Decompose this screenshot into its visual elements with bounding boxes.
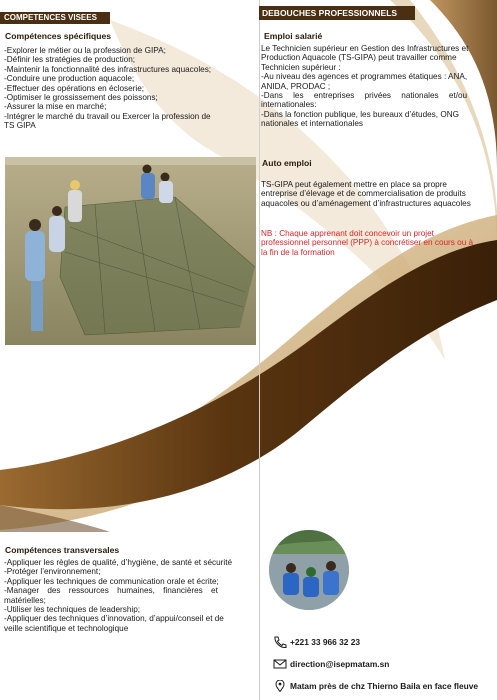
text-line: entreprise d’élevage et de commercialisation de produits xyxy=(261,189,466,199)
nb-note xyxy=(261,229,497,257)
aquaculture-net-photo xyxy=(5,157,256,345)
phone-number: +221 33 966 32 23 xyxy=(290,637,361,647)
envelope-icon xyxy=(273,658,287,670)
list-item: -Conduire une production aquacole; xyxy=(4,74,135,84)
self-employment-heading: Auto emploi xyxy=(262,158,312,168)
text-line: internationales: xyxy=(261,100,317,110)
transversal-competences-list xyxy=(4,558,258,633)
address-contact xyxy=(273,680,478,692)
location-pin-icon xyxy=(273,680,287,692)
list-item: -Maintenir la fonctionnalité des infrastructures aquacoles; xyxy=(4,64,212,74)
list-item: -Appliquer les règles de qualité, d’hygiène, de santé et sécurité xyxy=(4,558,233,567)
list-item: -Manager des ressources humaines, financières et xyxy=(4,586,218,596)
salaried-employment-text xyxy=(261,44,497,129)
debouches-section-title: DEBOUCHES PROFESSIONNELS xyxy=(259,6,415,20)
text-line: nationales et internationales xyxy=(261,119,363,129)
list-item: -Appliquer les techniques de communication orale et écrite; xyxy=(4,576,219,586)
email-address: direction@isepmatam.sn xyxy=(290,659,390,669)
list-item: TS GIPA xyxy=(4,121,36,131)
list-item: -Explorer le métier ou la profession de GIPA; xyxy=(4,46,166,55)
list-item: -Assurer la mise en marché; xyxy=(4,102,107,112)
text-line: Le Technicien supérieur en Gestion des Infrastructures et xyxy=(261,44,469,53)
text-line: -Au niveau des agences et programmes étatiques : ANA, xyxy=(261,72,468,82)
salaried-employment-heading: Emploi salarié xyxy=(264,31,323,41)
competences-section-title: COMPETENCES VISEES xyxy=(0,12,110,24)
students-circle-photo xyxy=(269,530,349,610)
specific-competences-list xyxy=(4,46,256,131)
text-line: -Dans les entreprises privées nationales et/ou xyxy=(261,91,468,101)
text-line: Production Aquacole (TS-GIPA) peut travailler comme xyxy=(261,53,457,63)
text-line: la fin de la formation xyxy=(261,247,335,257)
self-employment-text xyxy=(261,180,497,208)
list-item: veille scientifique et technologique xyxy=(4,623,129,633)
transversal-competences-heading: Compétences transversales xyxy=(5,545,120,555)
list-item: -Intégrer le marché du travail ou Exercer la profession de xyxy=(4,111,211,121)
phone-contact[interactable] xyxy=(273,636,360,648)
text-line: -Dans la fonction publique, les bureaux d’études, ONG xyxy=(261,109,459,119)
list-item: -Utiliser les techniques de leadership; xyxy=(4,605,141,615)
text-line: aquacoles ou d’aménagement d’infrastructures aquacoles xyxy=(261,198,471,208)
phone-icon xyxy=(273,636,287,648)
list-item: -Optimiser le grossissement des poissons; xyxy=(4,93,158,103)
specific-competences-heading: Compétences spécifiques xyxy=(5,31,112,41)
text-line: professionnel personnel (PPP) à concrétiser en cours ou à xyxy=(261,238,474,248)
address-text: Matam près de chz Thierno Baila en face fleuve xyxy=(290,681,479,691)
page-fold-line xyxy=(259,0,260,700)
text-line: TS-GIPA peut également mettre en place sa propre xyxy=(261,180,447,189)
list-item: matérielles; xyxy=(4,595,46,605)
list-item: -Effectuer des opérations en écloserie; xyxy=(4,83,145,93)
list-item: -Protéger l’environnement; xyxy=(4,567,101,577)
text-line: NB : Chaque apprenant doit concevoir un projet xyxy=(261,229,434,238)
text-line: Technicien supérieur : xyxy=(261,62,341,72)
list-item: -Appliquer des techniques d’innovation, d’appui/conseil et de xyxy=(4,614,224,624)
list-item: -Définir les stratégies de production; xyxy=(4,55,136,65)
email-contact[interactable] xyxy=(273,658,389,670)
text-line: ANIDA, PRODAC ; xyxy=(261,81,331,91)
